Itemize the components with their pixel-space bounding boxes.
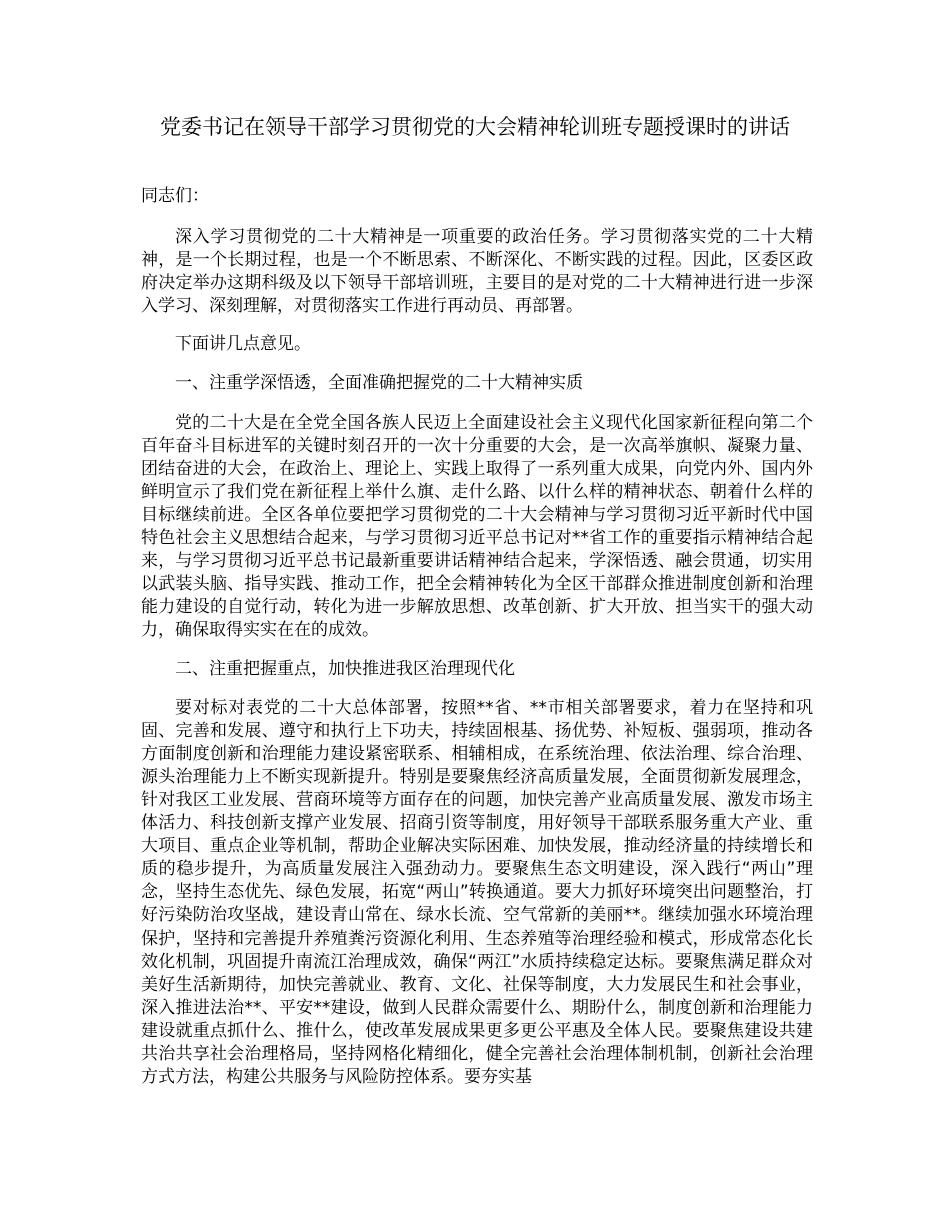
paragraph-intro: 深入学习贯彻党的二十大精神是一项重要的政治任务。学习贯彻落实党的二十大精神，是一个长期过程，也是一个不断思索、不断深化、不断实践的过程。因此，区委区政府决定举办这期科级及以下领导干部培训班，主要目的是对党的二十大精神进行进一步深入学习、深刻理解，对贯彻落实工作进行再动员、再部署。 (141, 227, 813, 317)
document-body (141, 226, 813, 1104)
paragraph-section-1: 党的二十大是在全党全国各族人民迈上全面建设社会主义现代化国家新征程向第二个百年奋斗目标进军的关键时刻召开的一次十分重要的大会，是一次高举旗帜、凝聚力量、团结奋进的大会，在政治上、理论上、实践上取得了一系列重大成果，向党内外、国内外鲜明宣示了我们党在新征程上举什么旗、走什么路、以什么样的精神状态、朝着什么样的目标继续前进。全区各单位要把学习贯彻党的二十大会精神与学习贯彻习近平新时代中国特色社会主义思想结合起来，与学习贯彻习近平总书记对**省工作的重要指示精神结合起来，与学习贯彻习近平总书记最新重要讲话精神结合起来，学深悟透、融会贯通，切实用以武装头脑、指导实践、推动工作，把全会精神转化为全区干部群众推进制度创新和治理能力建设的自觉行动，转化为进一步解放思想、改革创新、扩大开放、担当实干的强大动力，确保取得实实在在的成效。 (141, 412, 813, 641)
paragraph-section-2: 要对标对表党的二十大总体部署，按照**省、**市相关部署要求，着力在坚持和巩固、完善和发展、遵守和执行上下功夫，持续固根基、扬优势、补短板、强弱项，推动各方面制度创新和治理能力建设紧密联系、相辅相成，在系统治理、依法治理、综合治理、源头治理能力上不断实现新提升。特别是要聚焦经济高质量发展，全面贯彻新发展理念，针对我区工业发展、营商环境等方面存在的问题，加快完善产业高质量发展、激发市场主体活力、科技创新支撑产业发展、招商引资等制度，用好领导干部联系服务重大产业、重大项目、重点企业等机制，帮助企业解决实际困难、加快发展，推动经济量的持续增长和质的稳步提升，为高质量发展注入强劲动力。要聚焦生态文明建设，深入践行“两山”理念，坚持生态优先、绿色发展，拓宽“两山”转换通道。要大力抓好环境突出问题整治，打好污染防治攻坚战，建设青山常在、绿水长流、空气常新的美丽**。继续加强水环境治理保护，坚持和完善提升养殖粪污资源化利用、生态养殖等治理经验和模式，形成常态化长效化机制，巩固提升南流江治理成效，确保“两江”水质持续稳定达标。要聚焦满足群众对美好生活新期待，加快完善就业、教育、文化、社保等制度，大力发展民生和社会事业，深入推进法治**、平安**建设，做到人民群众需要什么、期盼什么，制度创新和治理能力建设就重点抓什么、推什么，使改革发展成果更多更公平惠及全体人民。要聚焦建设共建共治共享社会治理格局，坚持网格化精细化，健全完善社会治理体制机制，创新社会治理方式方法，构建公共服务与风险防控体系。要夯实基 (141, 697, 813, 1088)
section-heading-2: 二、注重把握重点，加快推进我区治理现代化 (175, 658, 515, 679)
section-heading-1: 一、注重学深悟透，全面准确把握党的二十大精神实质 (175, 373, 583, 394)
paragraph-opinions-lead: 下面讲几点意见。 (175, 334, 311, 355)
document-title: 党委书记在领导干部学习贯彻党的大会精神轮训班专题授课时的讲话 (160, 115, 790, 139)
salutation: 同志们： (141, 186, 209, 206)
